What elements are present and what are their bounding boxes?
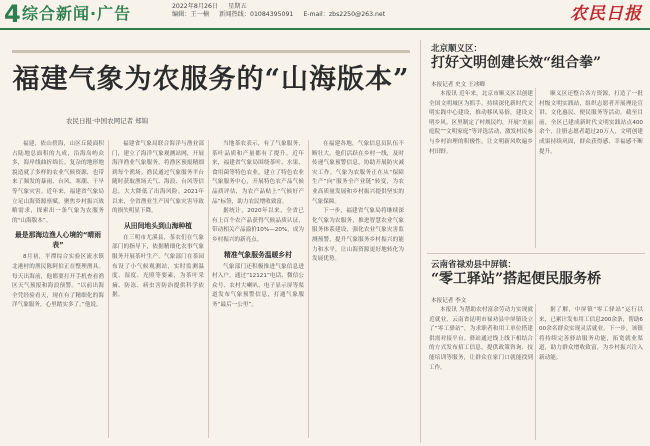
article-paragraph: 本报讯 为帮助农村富余劳动力实现就近就业，云南省昆明市禄劝县中屏镇设立了“零工驿站”，为求职者和用工单位搭建供需对接平台。驿站通过线上线下相结合的方式发布招工信息，提供政策咨询、技能培训等服务，让群众在家门口就能找到工作。 <box>429 307 533 371</box>
article-lead: 福建，依山傍海，山区丘陵面积占陆地总面积的九成，沿海岛屿众多，海岸线曲折绵长。复杂的地形地貌造就了多样的农业气候资源，也带来了频发的暴雨、台风、寒潮、干旱等气象灾害。近年来，福建省气象局立足山海资源禀赋，聚焦乡村振兴战略需求，探索出一条气象为农服务的“山海版本”。 <box>12 141 104 224</box>
article-subheading-1: 最是那海边渔人心境的“晴雨表” <box>14 231 102 250</box>
right-articles <box>420 40 648 443</box>
main-article-title: 福建气象为农服务的“山海版本” <box>12 64 410 95</box>
article-column-4 <box>312 140 404 440</box>
article-paragraph: 当地茶农表示，有了气象服务，茶叶品质和产量都有了提升。近年来，福建省气象局围绕茶叶、水果、食用菌等特色农业，建立了特色农业气象服务中心，开展特色农产品气候品质评估，为农产品贴上“气候好产品”标签，助力农民增收致富。 <box>212 141 304 205</box>
right-bottom-column-2 <box>539 306 643 440</box>
article-paragraph: 本报讯 近年来，北京市顺义区以创建全国文明城区为抓手，持续深化新时代文明实践中心建设，推动移风易俗，建设文明乡风。区里制定了村规民约，开展“美丽庭院”“文明家庭”等评选活动，激发村民参与乡村治理的积极性，让文明新风吹遍乡村田野。 <box>429 91 533 155</box>
right-top-byline: 本报记者 史文 王冰卿 <box>431 82 485 88</box>
article-column-2 <box>112 140 204 440</box>
article-column-1 <box>12 140 104 440</box>
main-article-byline: 农民日报·中国农网记者 郑锦 <box>66 117 149 125</box>
column-divider <box>308 140 309 438</box>
column-divider <box>208 140 209 438</box>
column-divider <box>535 88 536 248</box>
issue-weekday: 星期五 <box>228 3 247 10</box>
page-section-name: 综合新闻·广告 <box>22 4 132 23</box>
editor-name: 编辑：王一楠 <box>172 11 210 18</box>
right-top-tag: 北京顺义区： <box>431 44 483 54</box>
right-bottom-tag: 云南省禄劝县中屏镇： <box>431 260 517 270</box>
main-article <box>4 40 416 443</box>
right-top-title: 打好文明创建长效“组合拳” <box>431 55 602 71</box>
right-bottom-column-1 <box>429 306 533 440</box>
article-paragraph: 在福建各地，气象信息员队伍不断壮大，他们活跃在乡村一线，及时传递气象预警信息，协助开展防灾减灾工作。气象为农服务正在从“保障生产”向“服务全产业链”转变，为农业高质量发展和乡村振兴提供坚实的气象保障。 <box>312 141 404 205</box>
header-info <box>172 3 393 19</box>
news-hotline: 新闻热线：01084395091 <box>219 11 294 18</box>
article-paragraph: 在三明市尤溪县，茶农们在气象部门的指导下，依据精细化农事气象服务开展茶叶生产。气象部门在茶园布设了小气候观测站，实时监测温度、湿度、光照等要素，为茶叶采摘、防冻、病虫害防治提供科学依据。 <box>112 234 204 299</box>
page-header <box>0 0 650 30</box>
main-article-title-box <box>12 50 410 130</box>
right-bottom-title: “零工驿站”搭起便民服务桥 <box>431 271 602 287</box>
article-paragraph: 8月初，平潭综合实验区流水镇北港村的渔民陈阿伯正在整理渔具。每天出海前，他都要打开手机查看渔区天气预报和海浪预警。“以前出海全凭经验看天，现在有了精细化的海洋气象服务，心里踏实多了。”他说。 <box>12 254 104 309</box>
article-paragraph: 下一步，福建省气象局将继续深化气象为农服务，推进智慧农业气象服务体系建设，强化农业气象灾害监测预警，提升气象服务乡村振兴的能力和水平，让山海资源更好地转化为发展优势。 <box>312 208 404 263</box>
page-number: 4 <box>4 0 21 28</box>
issue-date: 2022年8月26日 <box>172 3 219 10</box>
article-subheading-2: 从田间地头到山海种植 <box>124 221 192 230</box>
right-bottom-byline: 本报记者 李文 <box>431 298 467 304</box>
article-paragraph: 据统计，2020年以来，全省已有上百个农产品获得气候品质认证，带动相关产品溢价10%—20%，成为乡村振兴的新亮点。 <box>212 208 304 243</box>
article-paragraph: 气象部门还积极推进气象信息进村入户，通过“12121”电话、微信公众号、农村大喇叭、电子显示屏等渠道发布气象预警信息，打通气象服务“最后一公里”。 <box>212 263 304 308</box>
section-divider <box>427 253 645 254</box>
article-paragraph: 福建省气象局联合海洋与渔业部门，建立了海洋气象观测站网，开展海洋渔业气象服务，将渔区预报精细到每个渔场。渔民通过气象服务平台随时获取渔场天气、海浪、台风等信息，大大降低了出海风险。2021年以来，全省渔业生产因气象灾害导致的损失明显下降。 <box>112 141 204 215</box>
newspaper-masthead: 农民日报 <box>570 4 642 24</box>
article-paragraph: 顺义区还整合各方资源，打造了一批村级文明实践站，组织志愿者开展理论宣讲、文化惠民、便民服务等活动。截至目前，全区已建成新时代文明实践站点400余个，注册志愿者超过20万人，文明创建成果持续巩固，群众获得感、幸福感不断提升。 <box>539 91 643 155</box>
column-divider <box>535 304 536 440</box>
contact-email: E-mail：zbs2250@263.net <box>303 11 386 18</box>
right-top-column-1 <box>429 90 533 248</box>
right-top-column-2 <box>539 90 643 248</box>
column-divider <box>108 140 109 438</box>
article-subheading-3: 精准气象服务温暖乡村 <box>224 250 292 259</box>
article-column-3 <box>212 140 304 440</box>
article-paragraph: 据了解，中屏镇“零工驿站”运行以来，已累计发布用工信息200余条，帮助600余名群众实现灵活就业。下一步，该镇将持续完善驿站服务功能，拓宽就业渠道，助力群众增收致富，为乡村振兴注入新动能。 <box>539 307 643 361</box>
